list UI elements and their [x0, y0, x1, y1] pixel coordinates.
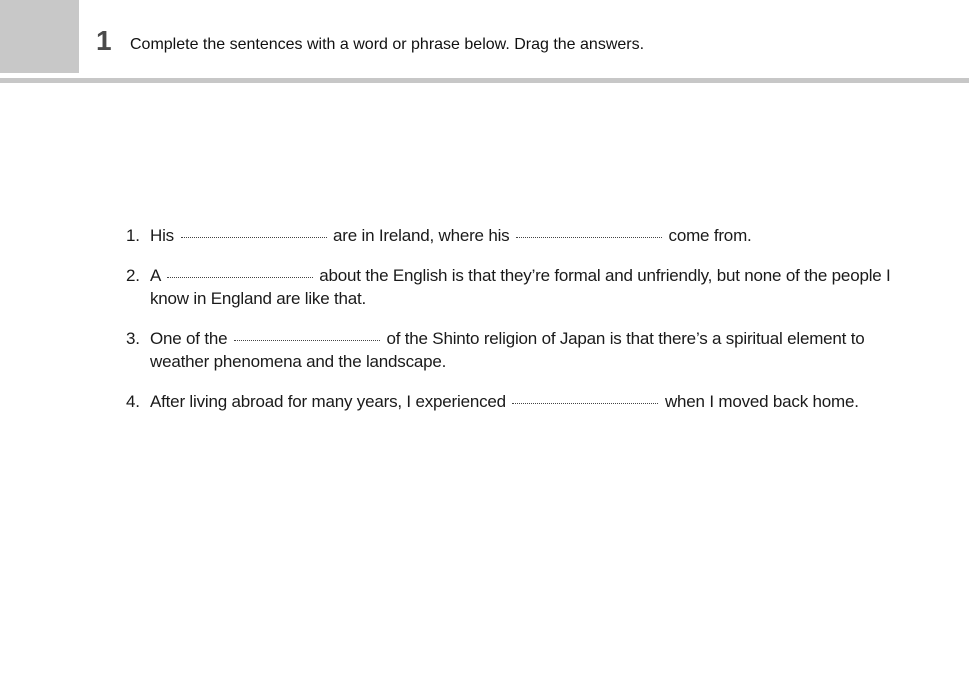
- sentence-text: of the Shinto religion of Japan is that there’s a spiritual element to weather phenomena and the landscape.: [150, 329, 865, 371]
- exercise-header: [0, 0, 969, 79]
- sentence-number: 2.: [126, 266, 140, 285]
- sentence-1: [126, 224, 916, 247]
- sentence-list: [126, 224, 916, 430]
- sentence-number: 4.: [126, 392, 140, 411]
- sentence-text: After living abroad for many years, I experienced: [150, 392, 506, 411]
- sentence-4: [126, 390, 916, 413]
- sentence-text: about the English is that they’re formal and unfriendly, but none of the people I know in England are like that.: [150, 266, 891, 308]
- sentence-text: One of the: [150, 329, 228, 348]
- sentence-text: when I moved back home.: [664, 392, 859, 411]
- exercise-number: 1: [96, 25, 112, 56]
- sentence-2: [126, 264, 916, 310]
- answer-gap-1b[interactable]: [516, 222, 662, 238]
- sentence-3: [126, 327, 916, 373]
- header-divider: [0, 78, 969, 83]
- answer-gap-4[interactable]: [512, 388, 658, 404]
- answer-gap-1a[interactable]: [181, 222, 327, 238]
- exercise-instruction: Complete the sentences with a word or phrase below. Drag the answers.: [130, 36, 645, 53]
- answer-gap-3[interactable]: [234, 325, 380, 341]
- sentence-text: come from.: [668, 226, 752, 245]
- header-accent-block: [0, 0, 79, 73]
- sentence-number: 3.: [126, 329, 140, 348]
- sentence-text: are in Ireland, where his: [333, 226, 510, 245]
- sentence-text: His: [150, 226, 174, 245]
- answer-gap-2[interactable]: [167, 262, 313, 278]
- sentence-number: 1.: [126, 226, 140, 245]
- sentence-text: A: [150, 266, 161, 285]
